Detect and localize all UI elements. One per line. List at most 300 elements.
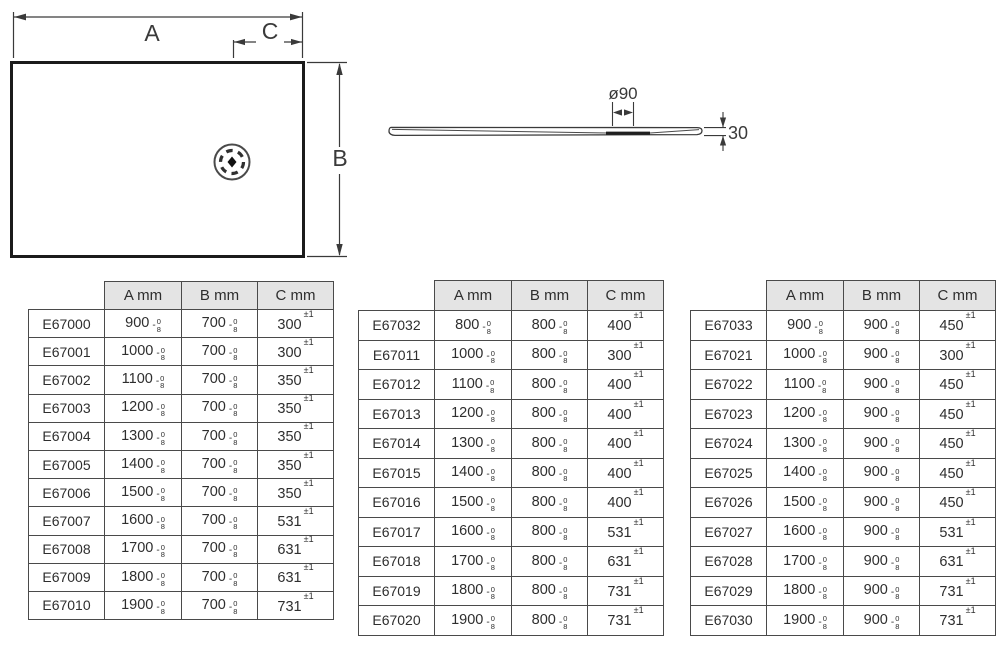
cell-ref: E67026 bbox=[691, 488, 767, 518]
cell-c: $731^{\pm 1}$ bbox=[920, 606, 996, 636]
tolerance-ab: - 0 8 bbox=[156, 542, 165, 560]
cell-b: 900 - 0 8 bbox=[844, 311, 920, 341]
table-row bbox=[359, 517, 664, 547]
table-row bbox=[359, 370, 664, 400]
cell-a: 1000 - 0 8 bbox=[435, 340, 512, 370]
table-row bbox=[359, 399, 664, 429]
dim-c-label: C bbox=[261, 18, 279, 44]
tolerance-c: ±1 bbox=[965, 428, 976, 439]
tolerance-ab: - 0 8 bbox=[558, 378, 568, 395]
table-row bbox=[691, 517, 996, 547]
cell-ref: E67028 bbox=[691, 547, 767, 577]
tolerance-ab: - 0 8 bbox=[485, 378, 495, 395]
cell-ref: E67017 bbox=[359, 517, 435, 547]
cell-ref: E67008 bbox=[29, 535, 105, 563]
dim-c-arrow-right bbox=[291, 39, 302, 45]
cell-c: $350^{\pm 1}$ bbox=[258, 366, 334, 394]
tolerance-c: ±1 bbox=[965, 546, 976, 557]
tolerance-ab: - 0 8 bbox=[817, 378, 827, 395]
cell-a: 1800 - 0 8 bbox=[435, 576, 512, 606]
tolerance-ab: - 0 8 bbox=[890, 348, 900, 365]
cell-b: 900 - 0 8 bbox=[844, 488, 920, 518]
cell-ref: E67024 bbox=[691, 429, 767, 459]
cell-c: $400^{\pm 1}$ bbox=[588, 370, 664, 400]
spec-table-800-series bbox=[358, 280, 664, 636]
tolerance-c: ±1 bbox=[965, 457, 976, 468]
table-row bbox=[359, 458, 664, 488]
tolerance-c: ±1 bbox=[633, 398, 644, 409]
tolerance-ab: - 0 8 bbox=[486, 466, 495, 483]
cell-c: $350^{\pm 1}$ bbox=[258, 422, 334, 450]
table-row bbox=[691, 429, 996, 459]
cell-b: 900 - 0 8 bbox=[844, 399, 920, 429]
tolerance-ab: - 0 8 bbox=[890, 437, 900, 454]
cell-a: 1900 - 0 8 bbox=[105, 591, 182, 619]
dim-drain-arrow-left bbox=[613, 109, 622, 115]
cell-b: 800 - 0 8 bbox=[512, 311, 588, 341]
tolerance-c: ±1 bbox=[303, 534, 314, 545]
tolerance-ab: - 0 8 bbox=[156, 430, 165, 447]
cell-a: 1400 - 0 8 bbox=[105, 450, 182, 478]
tolerance-ab: - 0 8 bbox=[156, 486, 165, 503]
cell-c: $400^{\pm 1}$ bbox=[588, 399, 664, 429]
cell-ref: E67021 bbox=[691, 340, 767, 370]
cell-a: 1700 - 0 8 bbox=[435, 547, 512, 577]
table-row bbox=[29, 366, 334, 394]
cell-a: 900 - 0 8 bbox=[767, 311, 844, 341]
table-row bbox=[691, 370, 996, 400]
cell-ref: E67002 bbox=[29, 366, 105, 394]
table-row bbox=[29, 394, 334, 422]
tolerance-c: ±1 bbox=[303, 477, 314, 488]
tolerance-ab: - 0 8 bbox=[486, 437, 495, 454]
cell-ref: E67001 bbox=[29, 338, 105, 366]
cell-c: $450^{\pm 1}$ bbox=[920, 370, 996, 400]
tolerance-ab: - 0 8 bbox=[818, 407, 827, 424]
cell-b: 900 - 0 8 bbox=[844, 370, 920, 400]
cell-ref: E67004 bbox=[29, 422, 105, 450]
cell-a: 1100 - 0 8 bbox=[435, 370, 512, 400]
dim-drain-diameter bbox=[613, 102, 634, 126]
tolerance-ab: - 0 8 bbox=[228, 458, 238, 475]
table-row bbox=[691, 399, 996, 429]
tolerance-c: ±1 bbox=[965, 516, 976, 527]
table-row bbox=[691, 340, 996, 370]
tolerance-c: ±1 bbox=[303, 308, 314, 319]
tolerance-ab: - 0 8 bbox=[486, 555, 495, 572]
tolerance-c: ±1 bbox=[633, 605, 644, 616]
cell-c: $400^{\pm 1}$ bbox=[588, 458, 664, 488]
cell-c: $400^{\pm 1}$ bbox=[588, 488, 664, 518]
cell-c: $300^{\pm 1}$ bbox=[920, 340, 996, 370]
cell-ref: E67012 bbox=[359, 370, 435, 400]
tolerance-ab: - 0 8 bbox=[156, 571, 165, 588]
dim-a-arrow-left bbox=[14, 14, 26, 21]
tolerance-ab: - 0 8 bbox=[818, 614, 827, 631]
cell-c: $631^{\pm 1}$ bbox=[258, 563, 334, 591]
cell-b: 700 - 0 8 bbox=[182, 310, 258, 338]
tolerance-c: ±1 bbox=[303, 449, 314, 460]
table-row bbox=[359, 606, 664, 636]
tolerance-ab: - 0 8 bbox=[156, 514, 165, 532]
tolerance-ab: - 0 8 bbox=[486, 584, 495, 601]
cell-a: 1200 - 0 8 bbox=[105, 394, 182, 422]
tolerance-ab: - 0 8 bbox=[152, 317, 161, 334]
profile-view bbox=[389, 84, 748, 151]
cell-c: $350^{\pm 1}$ bbox=[258, 450, 334, 478]
cell-a: 1600 - 0 8 bbox=[767, 517, 844, 547]
cell-b: 800 - 0 8 bbox=[512, 606, 588, 636]
tolerance-ab: - 0 8 bbox=[818, 437, 827, 454]
tolerance-ab: - 0 8 bbox=[156, 401, 165, 419]
cell-ref: E67011 bbox=[359, 340, 435, 370]
dim-b-arrow-bottom bbox=[336, 244, 342, 256]
tolerance-ab: - 0 8 bbox=[156, 458, 165, 475]
tolerance-ab: - 0 8 bbox=[818, 584, 827, 601]
tolerance-ab: - 0 8 bbox=[818, 466, 827, 483]
cell-ref: E67029 bbox=[691, 576, 767, 606]
tolerance-ab: - 0 8 bbox=[558, 525, 568, 542]
cell-b: 800 - 0 8 bbox=[512, 458, 588, 488]
table-row bbox=[359, 429, 664, 459]
tolerance-ab: - 0 8 bbox=[482, 319, 491, 336]
cell-c: $300^{\pm 1}$ bbox=[258, 310, 334, 338]
cell-c: $450^{\pm 1}$ bbox=[920, 311, 996, 341]
tolerance-c: ±1 bbox=[965, 369, 976, 380]
table-row bbox=[359, 488, 664, 518]
cell-a: 1900 - 0 8 bbox=[767, 606, 844, 636]
table-row bbox=[29, 450, 334, 478]
cell-ref: E67005 bbox=[29, 450, 105, 478]
cell-b: 800 - 0 8 bbox=[512, 576, 588, 606]
cell-b: 800 - 0 8 bbox=[512, 517, 588, 547]
cell-a: 1300 - 0 8 bbox=[105, 422, 182, 450]
cell-a: 1700 - 0 8 bbox=[767, 547, 844, 577]
cell-a: 1100 - 0 8 bbox=[105, 366, 182, 394]
drain-icon bbox=[215, 145, 250, 180]
tolerance-ab: - 0 8 bbox=[890, 525, 900, 542]
cell-ref: E67000 bbox=[29, 310, 105, 338]
dim-drain-label: ø90 bbox=[608, 84, 638, 103]
tolerance-ab: - 0 8 bbox=[228, 317, 238, 334]
tolerance-ab: - 0 8 bbox=[890, 407, 900, 424]
tolerance-c: ±1 bbox=[633, 310, 644, 321]
dim-a-arrow-right bbox=[290, 14, 302, 21]
profile-outline bbox=[389, 127, 702, 135]
table-row bbox=[29, 563, 334, 591]
cell-c: $731^{\pm 1}$ bbox=[588, 606, 664, 636]
cell-c: $300^{\pm 1}$ bbox=[588, 340, 664, 370]
tolerance-c: ±1 bbox=[633, 457, 644, 468]
col-header: C mm bbox=[920, 281, 996, 311]
tolerance-ab: - 0 8 bbox=[228, 373, 238, 391]
cell-ref: E67010 bbox=[29, 591, 105, 619]
tolerance-ab: - 0 8 bbox=[818, 348, 827, 365]
tolerance-c: ±1 bbox=[633, 546, 644, 557]
cell-a: 800 - 0 8 bbox=[435, 311, 512, 341]
dim-b-label: B bbox=[332, 145, 348, 171]
tolerance-c: ±1 bbox=[303, 505, 314, 516]
tolerance-c: ±1 bbox=[633, 575, 644, 586]
table-row bbox=[359, 576, 664, 606]
dim-thickness-label: 30 bbox=[728, 123, 749, 143]
cell-a: 1200 - 0 8 bbox=[435, 399, 512, 429]
tolerance-c: ±1 bbox=[965, 487, 976, 498]
cell-c: $731^{\pm 1}$ bbox=[258, 591, 334, 619]
tolerance-c: ±1 bbox=[303, 590, 314, 601]
tolerance-ab: - 0 8 bbox=[558, 496, 568, 513]
cell-b: 800 - 0 8 bbox=[512, 429, 588, 459]
cell-c: $450^{\pm 1}$ bbox=[920, 399, 996, 429]
cell-b: 900 - 0 8 bbox=[844, 340, 920, 370]
cell-a: 1800 - 0 8 bbox=[767, 576, 844, 606]
cell-ref: E67018 bbox=[359, 547, 435, 577]
cell-a: 1300 - 0 8 bbox=[435, 429, 512, 459]
cell-a: 1400 - 0 8 bbox=[767, 458, 844, 488]
cell-b: 700 - 0 8 bbox=[182, 563, 258, 591]
table-row bbox=[691, 488, 996, 518]
cell-c: $631^{\pm 1}$ bbox=[588, 547, 664, 577]
cell-c: $450^{\pm 1}$ bbox=[920, 488, 996, 518]
table-row bbox=[29, 591, 334, 619]
col-header: C mm bbox=[258, 282, 334, 310]
cell-b: 800 - 0 8 bbox=[512, 340, 588, 370]
cell-c: $531^{\pm 1}$ bbox=[920, 517, 996, 547]
cell-ref: E67027 bbox=[691, 517, 767, 547]
tolerance-ab: - 0 8 bbox=[486, 348, 495, 365]
cell-ref: E67015 bbox=[359, 458, 435, 488]
cell-b: 700 - 0 8 bbox=[182, 338, 258, 366]
cell-c: $731^{\pm 1}$ bbox=[920, 576, 996, 606]
plan-view bbox=[12, 12, 348, 257]
cell-ref: E67032 bbox=[359, 311, 435, 341]
tolerance-ab: - 0 8 bbox=[228, 542, 238, 560]
spec-table-700-series bbox=[28, 281, 334, 620]
tolerance-ab: - 0 8 bbox=[486, 407, 495, 424]
tolerance-ab: - 0 8 bbox=[558, 407, 568, 424]
cell-a: 1100 - 0 8 bbox=[767, 370, 844, 400]
cell-b: 700 - 0 8 bbox=[182, 422, 258, 450]
cell-c: $350^{\pm 1}$ bbox=[258, 479, 334, 507]
dim-drain-arrow-right bbox=[624, 109, 633, 115]
tolerance-ab: - 0 8 bbox=[228, 514, 238, 532]
cell-b: 800 - 0 8 bbox=[512, 488, 588, 518]
dim-thickness-arrow-up bbox=[720, 136, 726, 146]
tolerance-ab: - 0 8 bbox=[558, 584, 568, 601]
cell-c: $450^{\pm 1}$ bbox=[920, 429, 996, 459]
cell-c: $400^{\pm 1}$ bbox=[588, 311, 664, 341]
tolerance-ab: - 0 8 bbox=[890, 466, 900, 483]
cell-b: 900 - 0 8 bbox=[844, 547, 920, 577]
tolerance-c: ±1 bbox=[633, 339, 644, 350]
cell-ref: E67022 bbox=[691, 370, 767, 400]
cell-a: 1600 - 0 8 bbox=[435, 517, 512, 547]
tolerance-c: ±1 bbox=[965, 310, 976, 321]
col-header: C mm bbox=[588, 281, 664, 311]
tolerance-ab: - 0 8 bbox=[890, 378, 900, 395]
cell-a: 1600 - 0 8 bbox=[105, 507, 182, 535]
tolerance-ab: - 0 8 bbox=[558, 555, 568, 572]
tolerance-ab: - 0 8 bbox=[890, 319, 900, 336]
cell-b: 800 - 0 8 bbox=[512, 399, 588, 429]
cell-c: $450^{\pm 1}$ bbox=[920, 458, 996, 488]
cell-ref: E67019 bbox=[359, 576, 435, 606]
table-row bbox=[359, 311, 664, 341]
tolerance-ab: - 0 8 bbox=[818, 496, 827, 513]
tolerance-ab: - 0 8 bbox=[228, 486, 238, 503]
tolerance-ab: - 0 8 bbox=[156, 345, 165, 363]
cell-a: 1500 - 0 8 bbox=[435, 488, 512, 518]
cell-b: 900 - 0 8 bbox=[844, 458, 920, 488]
cell-a: 1900 - 0 8 bbox=[435, 606, 512, 636]
tolerance-ab: - 0 8 bbox=[486, 525, 495, 542]
table-row bbox=[691, 576, 996, 606]
table-row bbox=[359, 340, 664, 370]
tolerance-c: ±1 bbox=[303, 421, 314, 432]
dim-a-label: A bbox=[144, 20, 160, 46]
tolerance-c: ±1 bbox=[303, 365, 314, 376]
cell-c: $631^{\pm 1}$ bbox=[920, 547, 996, 577]
cell-a: 1400 - 0 8 bbox=[435, 458, 512, 488]
tolerance-ab: - 0 8 bbox=[228, 345, 238, 363]
cell-ref: E67016 bbox=[359, 488, 435, 518]
table-row bbox=[29, 535, 334, 563]
tray-outline bbox=[12, 63, 304, 257]
col-header: B mm bbox=[844, 281, 920, 311]
col-header: A mm bbox=[767, 281, 844, 311]
table-row bbox=[691, 458, 996, 488]
tolerance-ab: - 0 8 bbox=[156, 599, 165, 616]
cell-c: $631^{\pm 1}$ bbox=[258, 535, 334, 563]
cell-a: 1700 - 0 8 bbox=[105, 535, 182, 563]
cell-c: $531^{\pm 1}$ bbox=[588, 517, 664, 547]
tolerance-ab: - 0 8 bbox=[558, 437, 568, 454]
corner-cell bbox=[691, 281, 767, 311]
cell-ref: E67007 bbox=[29, 507, 105, 535]
cell-ref: E67020 bbox=[359, 606, 435, 636]
cell-ref: E67030 bbox=[691, 606, 767, 636]
cell-c: $350^{\pm 1}$ bbox=[258, 394, 334, 422]
col-header: B mm bbox=[512, 281, 588, 311]
cell-ref: E67033 bbox=[691, 311, 767, 341]
tolerance-ab: - 0 8 bbox=[890, 614, 900, 631]
table-row bbox=[29, 422, 334, 450]
cell-ref: E67014 bbox=[359, 429, 435, 459]
table-row bbox=[29, 310, 334, 338]
tolerance-c: ±1 bbox=[303, 562, 314, 573]
cell-c: $531^{\pm 1}$ bbox=[258, 507, 334, 535]
cell-c: $400^{\pm 1}$ bbox=[588, 429, 664, 459]
dim-b-arrow-top bbox=[336, 63, 342, 75]
cell-ref: E67003 bbox=[29, 394, 105, 422]
cell-ref: E67013 bbox=[359, 399, 435, 429]
table-row bbox=[29, 479, 334, 507]
tolerance-c: ±1 bbox=[965, 575, 976, 586]
table-row bbox=[691, 606, 996, 636]
technical-drawing bbox=[0, 0, 1000, 270]
tolerance-c: ±1 bbox=[965, 605, 976, 616]
col-header: A mm bbox=[435, 281, 512, 311]
tolerance-c: ±1 bbox=[303, 336, 314, 347]
cell-a: 1000 - 0 8 bbox=[105, 338, 182, 366]
corner-cell bbox=[359, 281, 435, 311]
tolerance-ab: - 0 8 bbox=[228, 599, 238, 616]
cell-ref: E67025 bbox=[691, 458, 767, 488]
tolerance-ab: - 0 8 bbox=[228, 571, 238, 588]
cell-b: 700 - 0 8 bbox=[182, 394, 258, 422]
tolerance-c: ±1 bbox=[965, 339, 976, 350]
cell-b: 900 - 0 8 bbox=[844, 517, 920, 547]
cell-a: 1500 - 0 8 bbox=[105, 479, 182, 507]
spec-table-900-series bbox=[690, 280, 996, 636]
cell-b: 800 - 0 8 bbox=[512, 370, 588, 400]
table-row bbox=[359, 547, 664, 577]
tolerance-ab: - 0 8 bbox=[558, 614, 568, 631]
tolerance-c: ±1 bbox=[633, 369, 644, 380]
cell-a: 900 - 0 8 bbox=[105, 310, 182, 338]
tolerance-ab: - 0 8 bbox=[558, 348, 568, 365]
cell-b: 900 - 0 8 bbox=[844, 606, 920, 636]
table-row bbox=[29, 338, 334, 366]
tolerance-c: ±1 bbox=[633, 487, 644, 498]
cell-a: 1200 - 0 8 bbox=[767, 399, 844, 429]
tolerance-ab: - 0 8 bbox=[155, 373, 165, 391]
tolerance-ab: - 0 8 bbox=[486, 496, 495, 513]
cell-ref: E67023 bbox=[691, 399, 767, 429]
table-row bbox=[691, 547, 996, 577]
table-row bbox=[691, 311, 996, 341]
tolerance-ab: - 0 8 bbox=[818, 555, 827, 572]
tolerance-ab: - 0 8 bbox=[558, 319, 568, 336]
tolerance-c: ±1 bbox=[633, 428, 644, 439]
cell-b: 800 - 0 8 bbox=[512, 547, 588, 577]
cell-ref: E67009 bbox=[29, 563, 105, 591]
cell-b: 900 - 0 8 bbox=[844, 576, 920, 606]
cell-ref: E67006 bbox=[29, 479, 105, 507]
tolerance-ab: - 0 8 bbox=[890, 496, 900, 513]
tolerance-ab: - 0 8 bbox=[228, 401, 238, 419]
col-header: A mm bbox=[105, 282, 182, 310]
cell-a: 1500 - 0 8 bbox=[767, 488, 844, 518]
cell-b: 700 - 0 8 bbox=[182, 507, 258, 535]
cell-b: 700 - 0 8 bbox=[182, 366, 258, 394]
col-header: B mm bbox=[182, 282, 258, 310]
cell-b: 700 - 0 8 bbox=[182, 535, 258, 563]
dim-thickness-arrow-down bbox=[720, 118, 726, 128]
cell-b: 700 - 0 8 bbox=[182, 450, 258, 478]
tolerance-ab: - 0 8 bbox=[228, 430, 238, 447]
tolerance-c: ±1 bbox=[633, 516, 644, 527]
corner-cell bbox=[29, 282, 105, 310]
dim-c-arrow-left bbox=[234, 39, 245, 45]
table-row bbox=[29, 507, 334, 535]
tolerance-ab: - 0 8 bbox=[558, 466, 568, 483]
cell-a: 1300 - 0 8 bbox=[767, 429, 844, 459]
cell-b: 700 - 0 8 bbox=[182, 479, 258, 507]
tolerance-c: ±1 bbox=[303, 393, 314, 404]
cell-a: 1800 - 0 8 bbox=[105, 563, 182, 591]
tolerance-c: ±1 bbox=[965, 398, 976, 409]
tolerance-ab: - 0 8 bbox=[814, 319, 823, 336]
tolerance-ab: - 0 8 bbox=[890, 584, 900, 601]
tolerance-ab: - 0 8 bbox=[818, 525, 827, 542]
cell-b: 700 - 0 8 bbox=[182, 591, 258, 619]
cell-c: $731^{\pm 1}$ bbox=[588, 576, 664, 606]
tolerance-ab: - 0 8 bbox=[486, 614, 495, 631]
tolerance-ab: - 0 8 bbox=[890, 555, 900, 572]
cell-b: 900 - 0 8 bbox=[844, 429, 920, 459]
cell-a: 1000 - 0 8 bbox=[767, 340, 844, 370]
